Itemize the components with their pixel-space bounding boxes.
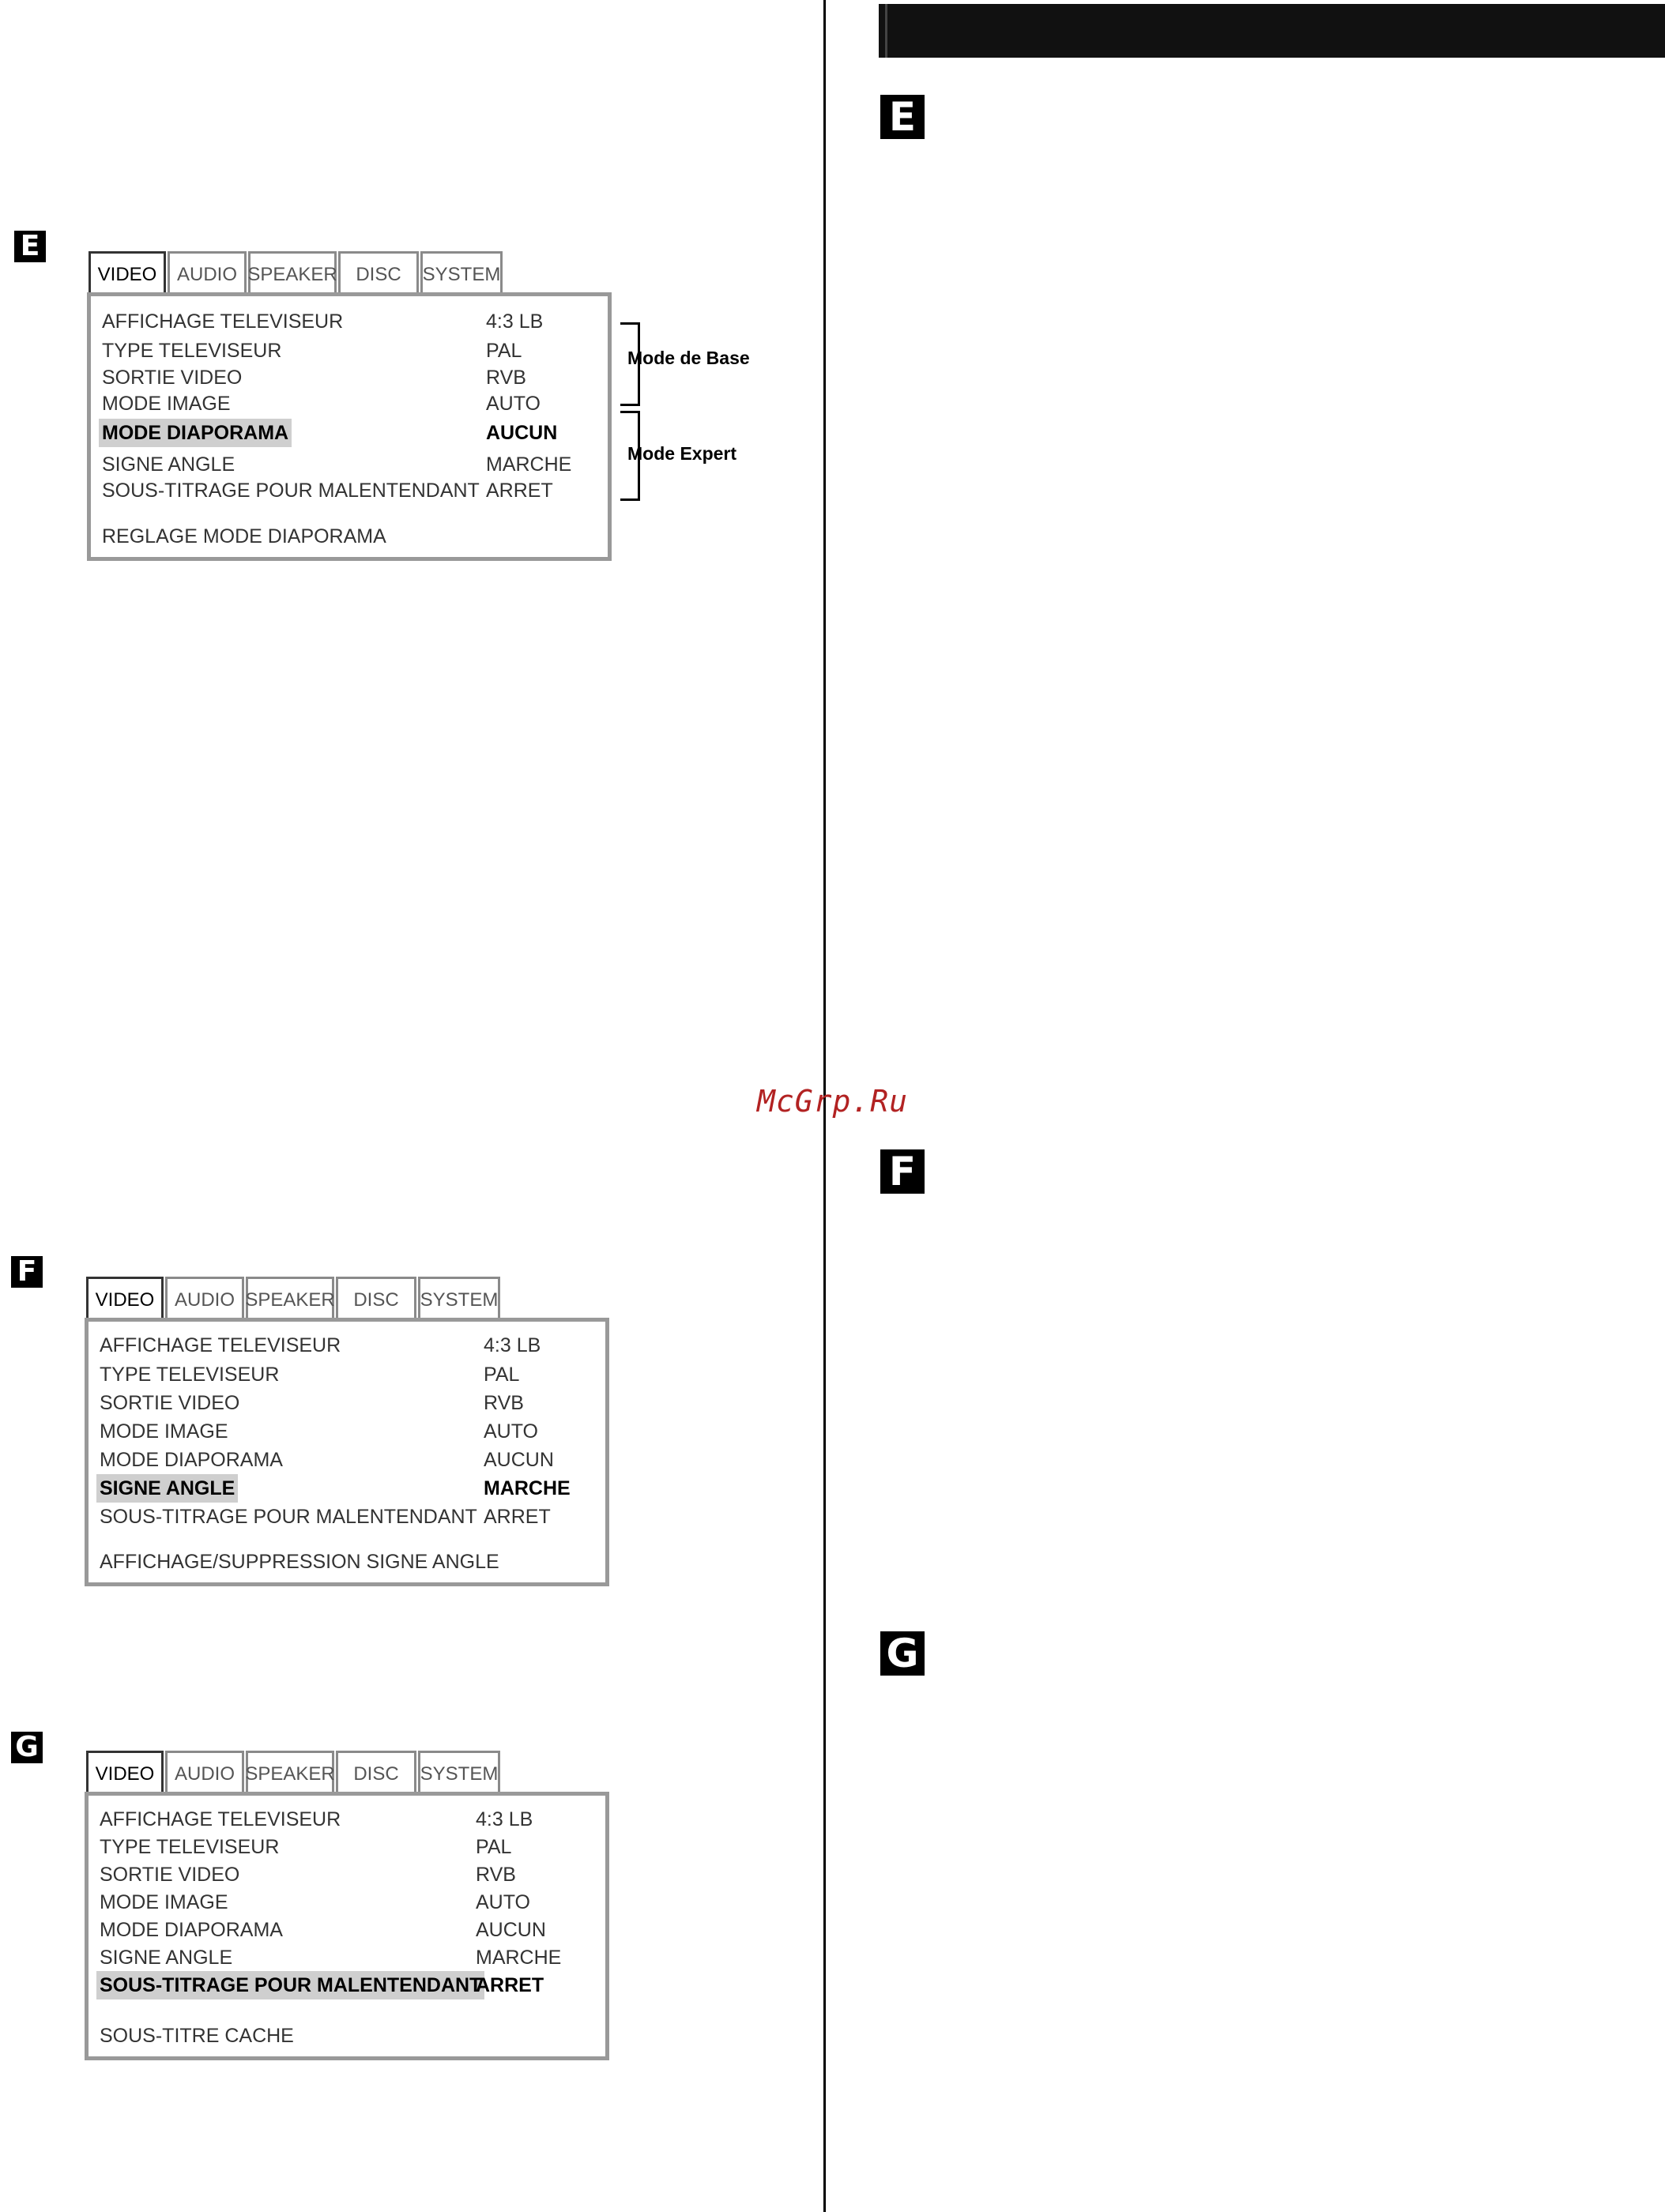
- menu-row-sous-titrage[interactable]: [99, 476, 589, 505]
- menu-row-mode-diaporama[interactable]: [96, 1446, 586, 1474]
- menu-row-sortie-video[interactable]: [96, 1389, 586, 1417]
- row-label: AFFICHAGE TELEVISEUR: [100, 1808, 341, 1830]
- row-value: RVB: [476, 1864, 516, 1886]
- mode-de-base-label: Mode de Base: [627, 348, 750, 368]
- tab-video[interactable]: VIDEO: [86, 1751, 164, 1795]
- menu-footer-help: SOUS-TITRE CACHE: [100, 2025, 294, 2047]
- row-value: PAL: [476, 1836, 512, 1858]
- menu-row-mode-image[interactable]: [99, 389, 589, 418]
- row-label: SORTIE VIDEO: [102, 367, 243, 389]
- tab-system[interactable]: SYSTEM: [418, 1277, 500, 1321]
- setup-menu-g: [85, 1751, 614, 2067]
- menu-panel: [85, 1318, 609, 1586]
- menu-tabs: [86, 1751, 502, 1795]
- right-section-g-badge: G: [880, 1631, 925, 1676]
- tab-speaker[interactable]: SPEAKER: [246, 1277, 334, 1321]
- tab-disc[interactable]: DISC: [336, 1277, 416, 1321]
- row-value: PAL: [486, 340, 522, 362]
- tab-audio[interactable]: AUDIO: [165, 1751, 244, 1795]
- row-value: ARRET: [476, 1974, 544, 1996]
- row-label: SORTIE VIDEO: [100, 1864, 240, 1886]
- row-value: MARCHE: [486, 453, 572, 476]
- row-label: SOUS-TITRAGE POUR MALENTENDANT: [100, 1506, 477, 1528]
- row-label: SOUS-TITRAGE POUR MALENTENDANT: [102, 480, 480, 502]
- section-e-badge: E: [14, 231, 46, 262]
- row-label: SORTIE VIDEO: [100, 1392, 240, 1414]
- row-value: AUTO: [486, 393, 541, 415]
- row-value: 4:3 LB: [484, 1334, 541, 1356]
- row-label: AFFICHAGE TELEVISEUR: [100, 1334, 341, 1356]
- row-value: AUTO: [476, 1891, 530, 1913]
- row-label: MODE DIAPORAMA: [99, 419, 292, 447]
- row-value: ARRET: [484, 1506, 551, 1528]
- menu-row-mode-diaporama[interactable]: [99, 419, 589, 447]
- tab-disc[interactable]: DISC: [338, 251, 419, 295]
- header-bar: [879, 4, 1665, 58]
- menu-row-sous-titrage[interactable]: [96, 1503, 586, 1531]
- menu-row-sortie-video[interactable]: [99, 363, 589, 392]
- row-label: MODE IMAGE: [100, 1891, 228, 1913]
- tab-video[interactable]: VIDEO: [89, 251, 166, 295]
- tab-disc[interactable]: DISC: [336, 1751, 416, 1795]
- menu-footer-help: AFFICHAGE/SUPPRESSION SIGNE ANGLE: [100, 1551, 499, 1573]
- watermark: McGrp.Ru: [757, 1084, 909, 1119]
- tab-audio[interactable]: AUDIO: [168, 251, 247, 295]
- right-section-f-badge: F: [880, 1149, 925, 1194]
- right-section-e-badge: E: [880, 95, 925, 139]
- row-value: MARCHE: [476, 1947, 562, 1969]
- row-label: MODE DIAPORAMA: [100, 1449, 283, 1471]
- section-g-badge: G: [11, 1732, 43, 1763]
- menu-panel: [85, 1792, 609, 2060]
- menu-footer-help: REGLAGE MODE DIAPORAMA: [102, 525, 386, 547]
- row-value: AUCUN: [476, 1919, 546, 1941]
- row-value: AUTO: [484, 1420, 538, 1443]
- row-value: MARCHE: [484, 1477, 571, 1499]
- menu-tabs: [86, 1277, 502, 1321]
- menu-row-type-televiseur[interactable]: [96, 1360, 586, 1389]
- row-value: 4:3 LB: [486, 310, 544, 333]
- row-value: ARRET: [486, 480, 553, 502]
- row-label: SOUS-TITRAGE POUR MALENTENDANT: [96, 1971, 484, 1999]
- row-label: AFFICHAGE TELEVISEUR: [102, 310, 344, 333]
- row-value: 4:3 LB: [476, 1808, 533, 1830]
- menu-row-type-televiseur[interactable]: [99, 337, 589, 365]
- row-label: SIGNE ANGLE: [96, 1474, 238, 1503]
- row-label: MODE DIAPORAMA: [100, 1919, 283, 1941]
- menu-row-affichage-televiseur[interactable]: [99, 307, 589, 336]
- section-f-badge: F: [11, 1256, 43, 1288]
- setup-menu-e: [87, 251, 616, 567]
- menu-row-affichage-televiseur[interactable]: [96, 1331, 586, 1360]
- row-label: TYPE TELEVISEUR: [102, 340, 282, 362]
- menu-row-signe-angle[interactable]: [96, 1943, 586, 1972]
- menu-tabs: [89, 251, 504, 295]
- tab-audio[interactable]: AUDIO: [165, 1277, 244, 1321]
- menu-row-mode-image[interactable]: [96, 1417, 586, 1446]
- tab-video[interactable]: VIDEO: [86, 1277, 164, 1321]
- tab-system[interactable]: SYSTEM: [420, 251, 503, 295]
- menu-row-type-televiseur[interactable]: [96, 1833, 586, 1861]
- tab-speaker[interactable]: SPEAKER: [248, 251, 337, 295]
- row-label: SIGNE ANGLE: [100, 1947, 233, 1969]
- tab-speaker[interactable]: SPEAKER: [246, 1751, 334, 1795]
- menu-row-sous-titrage[interactable]: [96, 1971, 586, 1999]
- row-value: RVB: [486, 367, 526, 389]
- row-value: AUCUN: [486, 422, 558, 444]
- setup-menu-f: [85, 1277, 614, 1593]
- menu-row-mode-image[interactable]: [96, 1888, 586, 1917]
- row-label: MODE IMAGE: [100, 1420, 228, 1443]
- row-value: AUCUN: [484, 1449, 554, 1471]
- row-label: TYPE TELEVISEUR: [100, 1836, 280, 1858]
- row-label: TYPE TELEVISEUR: [100, 1364, 280, 1386]
- tab-system[interactable]: SYSTEM: [418, 1751, 500, 1795]
- mode-expert-label: Mode Expert: [627, 443, 737, 464]
- menu-row-signe-angle[interactable]: [99, 450, 589, 479]
- menu-row-mode-diaporama[interactable]: [96, 1916, 586, 1944]
- menu-row-affichage-televiseur[interactable]: [96, 1805, 586, 1834]
- row-value: RVB: [484, 1392, 524, 1414]
- menu-row-signe-angle[interactable]: [96, 1474, 586, 1503]
- menu-row-sortie-video[interactable]: [96, 1860, 586, 1889]
- menu-panel: [87, 292, 612, 561]
- row-label: SIGNE ANGLE: [102, 453, 235, 476]
- row-value: PAL: [484, 1364, 520, 1386]
- row-label: MODE IMAGE: [102, 393, 231, 415]
